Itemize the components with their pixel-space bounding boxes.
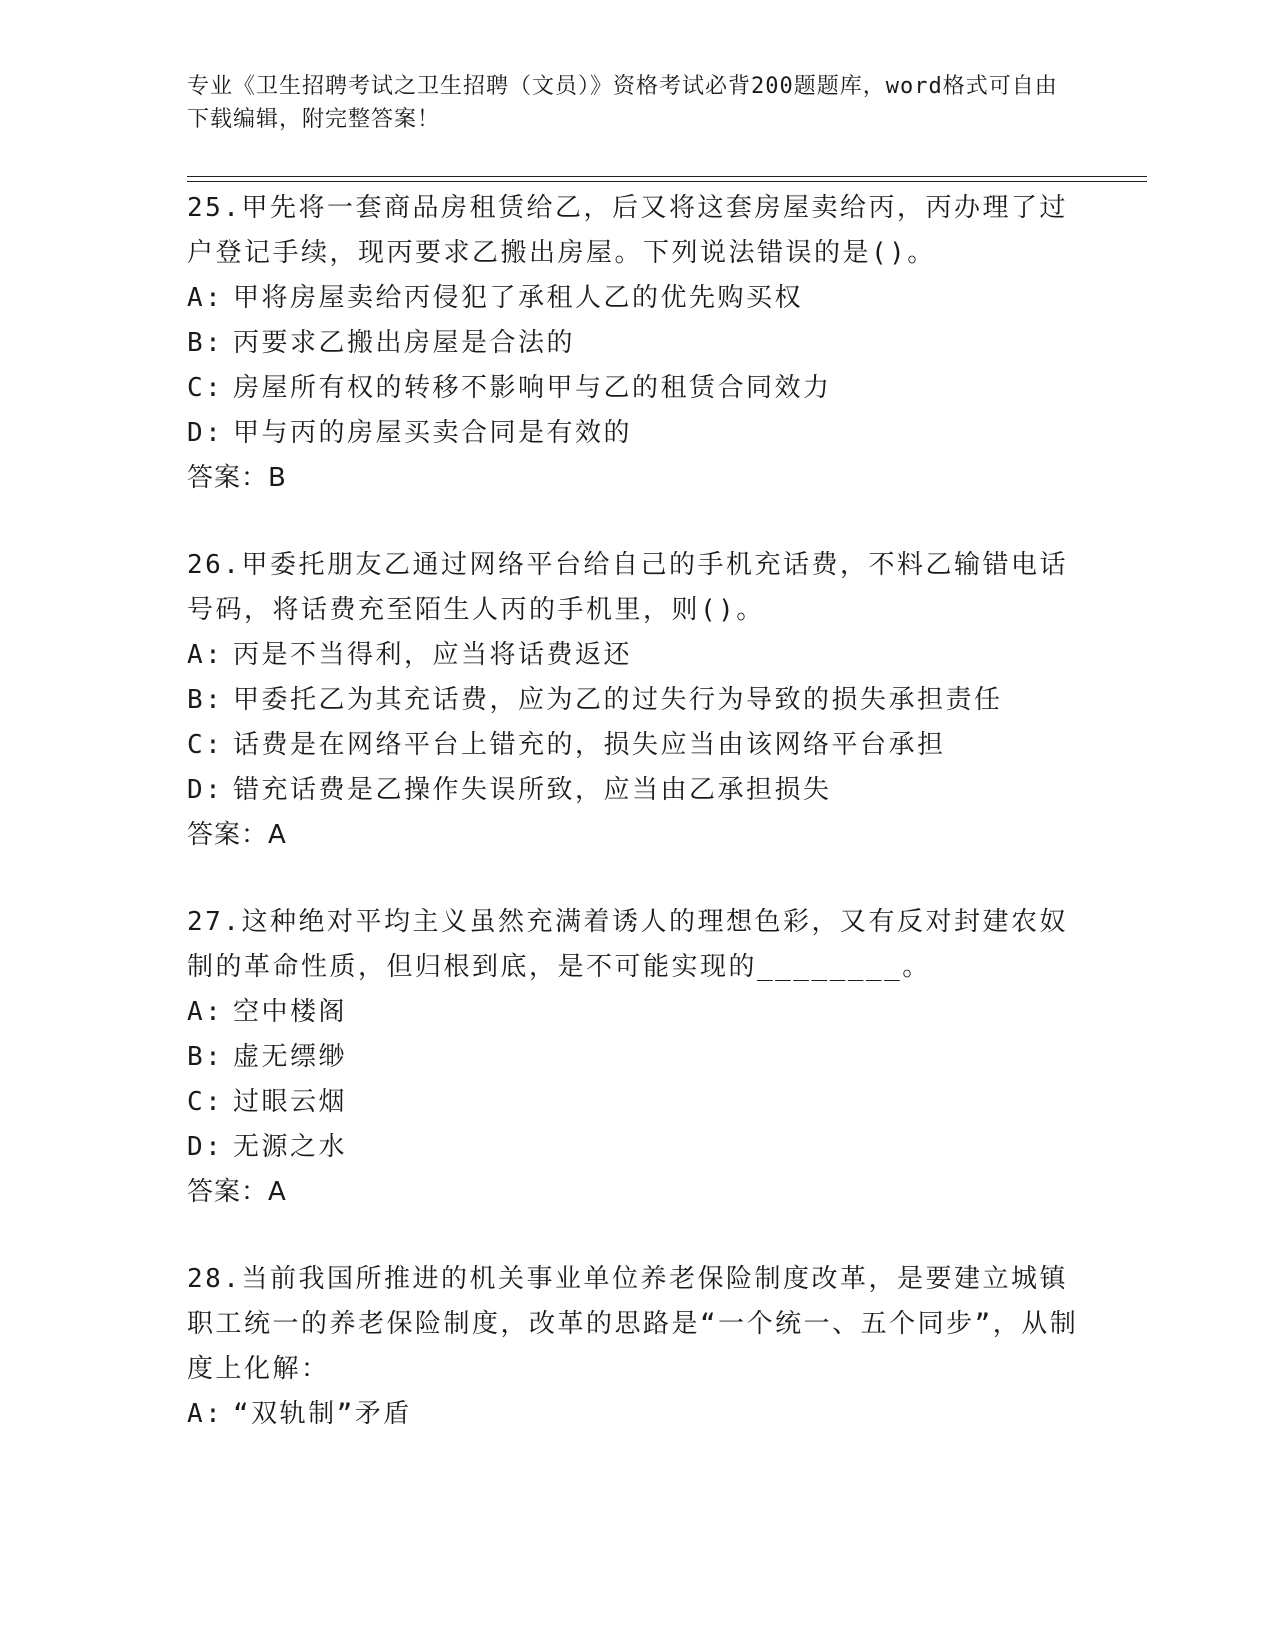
option-d — [187, 768, 1087, 813]
option-a — [187, 633, 1087, 678]
question-28 — [187, 1257, 1087, 1437]
option-letter: A: — [187, 640, 224, 670]
answer-line — [187, 456, 1087, 501]
question-list — [187, 186, 1087, 1479]
option-letter: D: — [187, 418, 224, 448]
question-stem: 28.当前我国所推进的机关事业单位养老保险制度改革，是要建立城镇职工统一的养老保险制度，改革的思路是“一个统一、五个同步”，从制度上化解： — [187, 1264, 1079, 1384]
option-text: 丙要求乙搬出房屋是合法的 — [233, 328, 576, 358]
option-text: “双轨制”矛盾 — [233, 1399, 412, 1429]
option-letter: D: — [187, 775, 224, 805]
option-letter: B: — [187, 685, 224, 715]
option-letter: D: — [187, 1132, 224, 1162]
header-divider-top — [187, 176, 1147, 177]
option-a — [187, 990, 1087, 1035]
option-letter: A: — [187, 1399, 224, 1429]
option-text: 甲将房屋卖给丙侵犯了承租人乙的优先购买权 — [233, 283, 804, 313]
option-c — [187, 723, 1087, 768]
question-stem: 27.这种绝对平均主义虽然充满着诱人的理想色彩，又有反对封建农奴制的革命性质，但归根到底，是不可能实现的________。 — [187, 907, 1068, 982]
option-b — [187, 321, 1087, 366]
answer-value: B — [268, 463, 287, 493]
option-text: 甲与丙的房屋买卖合同是有效的 — [233, 418, 633, 448]
option-d — [187, 411, 1087, 456]
answer-value: A — [268, 1177, 287, 1207]
option-text: 过眼云烟 — [233, 1087, 348, 1117]
answer-label: 答案： — [187, 463, 269, 493]
option-a — [187, 276, 1087, 321]
answer-label: 答案： — [187, 1177, 269, 1207]
option-text: 房屋所有权的转移不影响甲与乙的租赁合同效力 — [233, 373, 832, 403]
option-letter: B: — [187, 1042, 224, 1072]
answer-value: A — [268, 820, 287, 850]
question-26 — [187, 543, 1087, 858]
option-c — [187, 366, 1087, 411]
option-b — [187, 678, 1087, 723]
option-letter: C: — [187, 373, 224, 403]
option-text: 空中楼阁 — [233, 997, 348, 1027]
header-text: 专业《卫生招聘考试之卫生招聘（文员）》资格考试必背200题题库，word格式可自由下载编辑，附完整答案！ — [187, 74, 1058, 132]
option-letter: C: — [187, 730, 224, 760]
option-text: 话费是在网络平台上错充的，损失应当由该网络平台承担 — [233, 730, 946, 760]
option-text: 无源之水 — [233, 1132, 348, 1162]
question-25 — [187, 186, 1087, 501]
option-letter: A: — [187, 997, 224, 1027]
question-stem: 26.甲委托朋友乙通过网络平台给自己的手机充话费，不料乙输错电话号码，将话费充至陌生人丙的手机里，则()。 — [187, 550, 1068, 625]
option-letter: A: — [187, 283, 224, 313]
option-text: 甲委托乙为其充话费，应为乙的过失行为导致的损失承担责任 — [233, 685, 1003, 715]
answer-line — [187, 1170, 1087, 1215]
option-letter: B: — [187, 328, 224, 358]
header-divider-bottom — [187, 181, 1147, 182]
option-letter: C: — [187, 1087, 224, 1117]
answer-line — [187, 813, 1087, 858]
option-text: 丙是不当得利，应当将话费返还 — [233, 640, 633, 670]
answer-label: 答案： — [187, 820, 269, 850]
option-text: 虚无缥缈 — [233, 1042, 348, 1072]
option-a — [187, 1392, 1087, 1437]
question-stem: 25.甲先将一套商品房租赁给乙，后又将这套房屋卖给丙，丙办理了过户登记手续，现丙要求乙搬出房屋。下列说法错误的是()。 — [187, 193, 1068, 268]
option-c — [187, 1080, 1087, 1125]
page-header — [187, 70, 1067, 136]
question-27 — [187, 900, 1087, 1215]
option-d — [187, 1125, 1087, 1170]
option-b — [187, 1035, 1087, 1080]
option-text: 错充话费是乙操作失误所致，应当由乙承担损失 — [233, 775, 832, 805]
